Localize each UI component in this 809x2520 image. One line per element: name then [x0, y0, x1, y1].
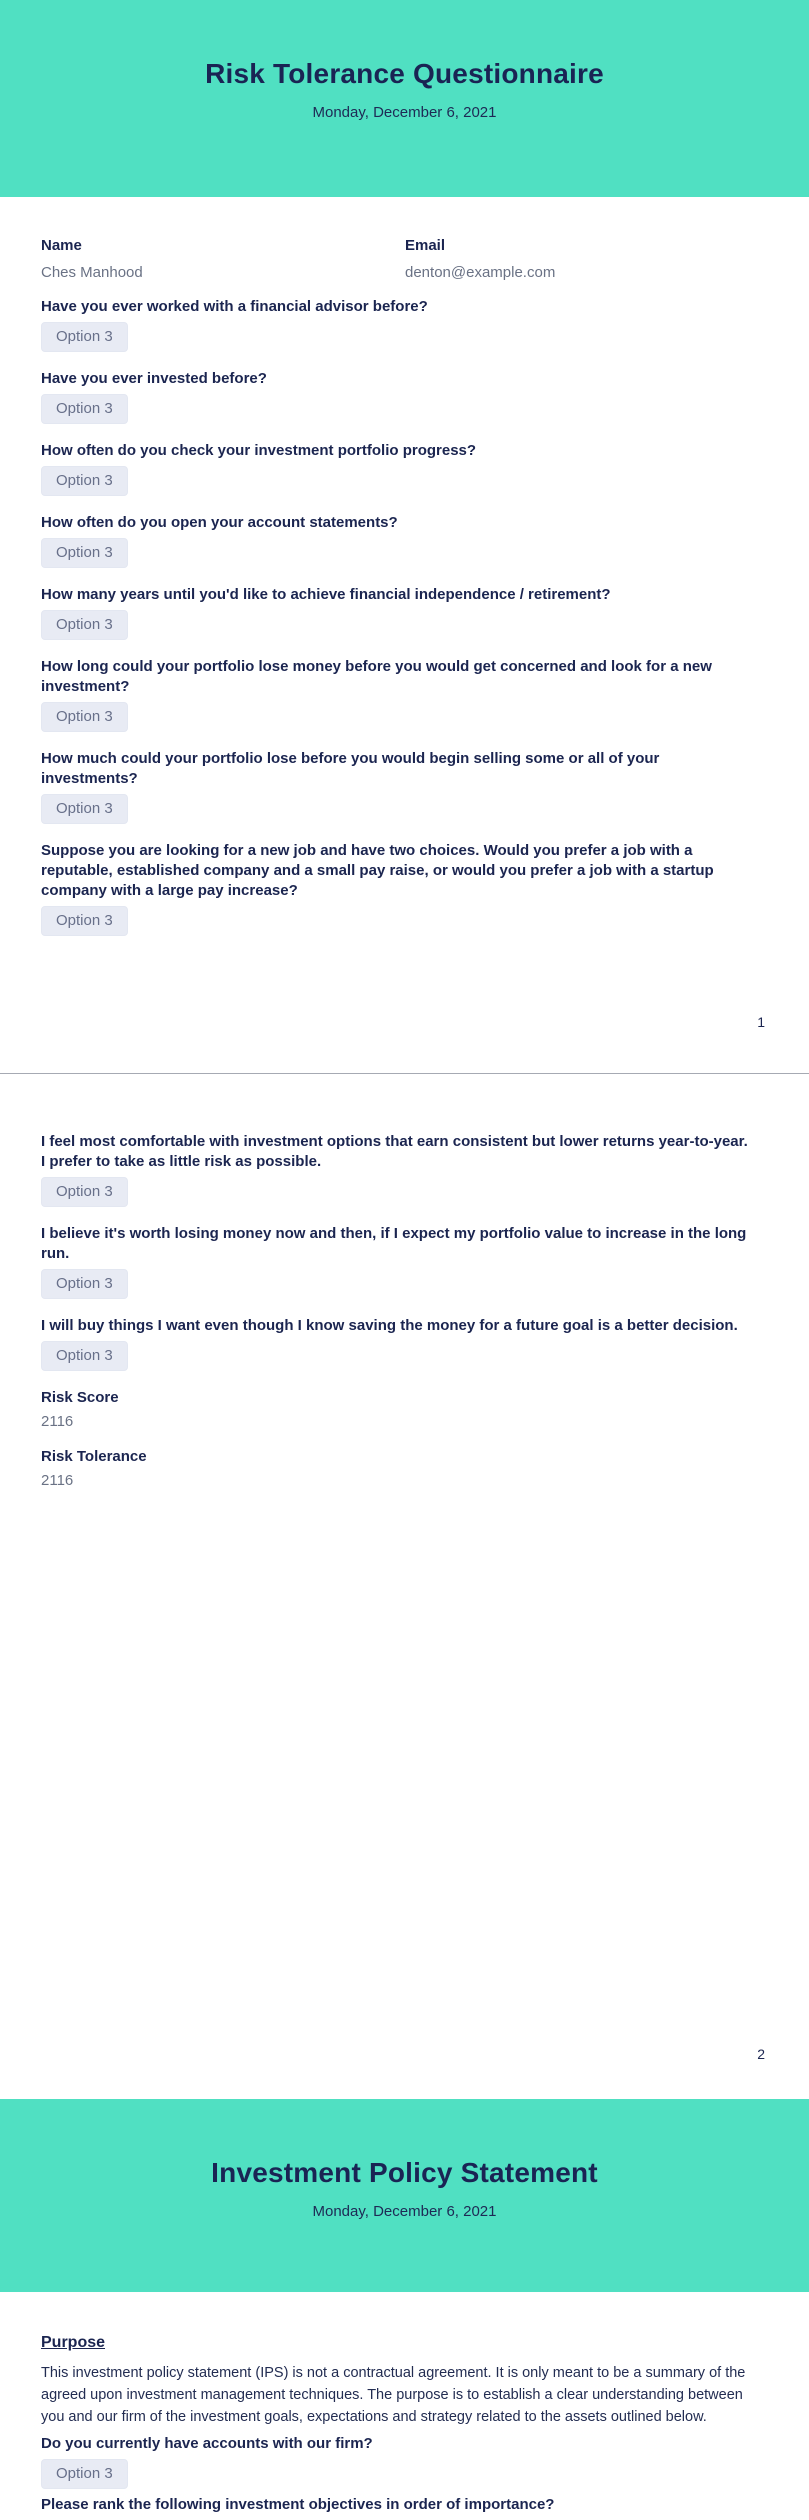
question-block: [41, 1316, 768, 1388]
question-text: I feel most comfortable with investment options that earn consistent but lower returns year-to-year. I prefer to take as little risk as possible.: [41, 1133, 748, 1170]
question-text: Suppose you are looking for a new job and have two choices. Would you prefer a job with a reputable, established company and a small pay raise, or would you prefer a job with a startup company with a large pay increase?: [41, 842, 714, 899]
page-number-1: 1: [757, 1014, 765, 1030]
question-text: Have you ever worked with a financial advisor before?: [41, 298, 428, 315]
result-block: [41, 1447, 768, 1491]
question-block: [41, 513, 768, 585]
result-value: 2116: [41, 1472, 74, 1489]
page-number-2: 2: [757, 2046, 765, 2062]
question-text: How many years until you'd like to achieve financial independence / retirement?: [41, 586, 611, 603]
question-block: [41, 1224, 768, 1316]
ips-header-banner: [0, 2099, 809, 2292]
questions-page2: [41, 1132, 768, 1506]
form-field: [405, 236, 768, 283]
form-field: [41, 236, 405, 283]
question-block: [41, 369, 768, 441]
field-label: Email: [405, 237, 446, 254]
result-block: [41, 1388, 768, 1432]
answer-chip: Option 3: [41, 1177, 128, 1207]
purpose-section: [41, 2332, 768, 2520]
answer-chip: Option 3: [41, 906, 128, 936]
question-text: How often do you open your account statements?: [41, 514, 398, 531]
purpose-heading: Purpose: [41, 2334, 106, 2351]
field-label: Name: [41, 237, 82, 254]
answer-chip: Option 3: [41, 1341, 128, 1371]
questionnaire-title: Risk Tolerance Questionnaire: [205, 58, 604, 89]
result-label: Risk Score: [41, 1389, 119, 1406]
result-value: 2116: [41, 1413, 74, 1430]
question-text: Do you currently have accounts with our firm?: [41, 2435, 373, 2452]
field-value: denton@example.com: [405, 264, 556, 281]
answer-chip: Option 3: [41, 538, 128, 568]
result-label: Risk Tolerance: [41, 1448, 147, 1465]
answer-chip: Option 3: [41, 394, 128, 424]
page-break-divider: [0, 1073, 809, 1074]
question-block: [41, 441, 768, 513]
question-block: [41, 585, 768, 657]
questions-page2-list: [41, 1132, 768, 1388]
answer-chip: Option 3: [41, 702, 128, 732]
questionnaire-header-banner: [0, 0, 809, 197]
name-email-row: [41, 236, 768, 283]
question-block: [41, 657, 768, 749]
question-block: [41, 2434, 768, 2495]
answer-chip: Option 3: [41, 794, 128, 824]
results-list: [41, 1388, 768, 1491]
question-text: I will buy things I want even though I know saving the money for a future goal is a better decision.: [41, 1317, 738, 1334]
answer-chip: Option 3: [41, 2459, 128, 2489]
purpose-paragraph: This investment policy statement (IPS) is not a contractual agreement. It is only meant to be a summary of the agreed upon investment management techniques. The purpose is to establish a clear understanding between you and our firm of the investment goals, expectations and strategy related to the assets outlined below.: [41, 2365, 746, 2425]
question-block: [41, 297, 768, 369]
question-block: [41, 749, 768, 841]
ips-date: Monday, December 6, 2021: [312, 2203, 497, 2220]
ips-title: Investment Policy Statement: [211, 2157, 598, 2188]
answer-chip: Option 3: [41, 610, 128, 640]
question-text: I believe it's worth losing money now and then, if I expect my portfolio value to increase in the long run.: [41, 1225, 747, 1262]
questionnaire-date: Monday, December 6, 2021: [312, 104, 497, 121]
field-value: Ches Manhood: [41, 264, 143, 281]
answer-chip: Option 3: [41, 322, 128, 352]
cutoff-question-text: Please rank the following investment objectives in order of importance?: [41, 2496, 555, 2513]
question-text: How long could your portfolio lose money before you would get concerned and look for a new investment?: [41, 658, 712, 695]
questions-page1: [41, 297, 768, 953]
question-block: [41, 1132, 768, 1224]
question-block: [41, 841, 768, 953]
question-text: Have you ever invested before?: [41, 370, 267, 387]
answer-chip: Option 3: [41, 1269, 128, 1299]
questions-page3-list: [41, 2434, 768, 2495]
answer-chip: Option 3: [41, 466, 128, 496]
question-text: How often do you check your investment portfolio progress?: [41, 442, 477, 459]
question-text: How much could your portfolio lose before you would begin selling some or all of your investments?: [41, 750, 660, 787]
